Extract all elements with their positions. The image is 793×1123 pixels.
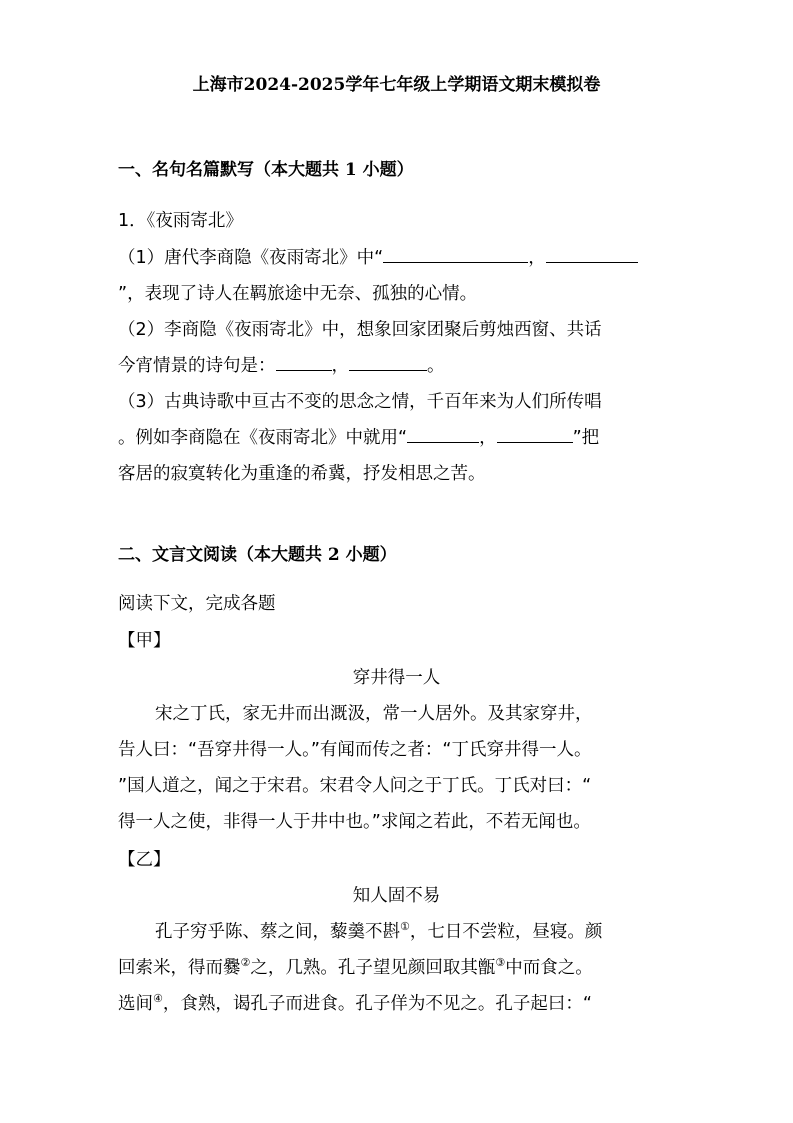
page-title: 上海市2024-2025学年七年级上学期语文期末模拟卷 <box>192 75 601 95</box>
answer-blank[interactable] <box>349 356 427 371</box>
text: 回索米，得而爨 <box>118 958 241 978</box>
yi-line-1 <box>155 918 602 943</box>
answer-blank[interactable] <box>407 428 479 443</box>
subquestion-3-cont <box>118 424 599 449</box>
subquestion-2-cont <box>118 352 445 377</box>
text: 中而食之。 <box>505 958 593 978</box>
answer-blank[interactable] <box>546 248 638 263</box>
footnote-marker: ① <box>400 920 410 934</box>
text: 选间 <box>118 994 153 1014</box>
jia-line-4: 得一人之使，非得一人于井中也。”求闻之若此，不若无闻也。 <box>118 812 591 832</box>
text: 。 <box>427 356 445 376</box>
jia-line-1: 宋之丁氏，家无井而出溉汲，常一人居外。及其家穿井， <box>155 704 593 724</box>
text: 之，几熟。孔子望见颜回取其甑 <box>250 958 496 978</box>
footnote-marker: ③ <box>495 956 506 970</box>
text: （1）唐代李商隐《夜雨寄北》中“ <box>118 248 384 268</box>
text: ，食熟，谒孔子而进食。孔子佯为不见之。孔子起曰：“ <box>162 994 592 1014</box>
text: ， <box>528 248 546 268</box>
answer-blank[interactable] <box>497 428 573 443</box>
text: ，七日不尝粒，昼寝。颜 <box>409 922 603 942</box>
subquestion-3-end: 客居的寂寞转化为重逢的希冀，抒发相思之苦。 <box>118 464 486 484</box>
yi-line-2 <box>118 954 593 979</box>
text: 孔子穷乎陈、蔡之间，藜羹不斟 <box>155 922 400 942</box>
text: 。例如李商隐在《夜雨寄北》中就用“ <box>118 428 408 448</box>
title-yi: 知人固不易 <box>352 886 441 906</box>
section-heading-2: 二、文言文阅读（本大题共 2 小题） <box>118 545 397 565</box>
subquestion-2: （2）李商隐《夜雨寄北》中，想象回家团聚后剪烛西窗、共话 <box>118 320 602 340</box>
text: ， <box>331 356 349 376</box>
label-jia: 【甲】 <box>118 631 171 651</box>
answer-blank[interactable] <box>383 248 528 263</box>
jia-line-3: ”国人道之，闻之于宋君。宋君令人问之于丁氏。丁氏对曰：“ <box>118 776 592 796</box>
subquestion-1-cont: ”，表现了诗人在羁旅途中无奈、孤独的心情。 <box>118 284 478 304</box>
subquestion-3: （3）古典诗歌中亘古不变的思念之情，千百年来为人们所传唱 <box>118 392 602 412</box>
yi-line-3 <box>118 990 592 1015</box>
title-jia: 穿井得一人 <box>352 668 441 688</box>
section-heading-1: 一、名句名篇默写（本大题共 1 小题） <box>118 160 414 180</box>
text: ， <box>479 428 497 448</box>
label-yi: 【乙】 <box>118 850 171 870</box>
instruction: 阅读下文，完成各题 <box>118 594 276 614</box>
answer-blank[interactable] <box>276 356 332 371</box>
subquestion-1 <box>118 244 638 269</box>
text: ”把 <box>572 428 600 448</box>
footnote-marker: ④ <box>153 992 163 1006</box>
text: 今宵情景的诗句是： <box>118 356 276 376</box>
jia-line-2: 告人曰：“吾穿井得一人。”有闻而传之者：“丁氏穿井得一人。 <box>118 740 592 760</box>
question-number: 1．《夜雨寄北》 <box>118 211 243 231</box>
footnote-marker: ② <box>240 956 251 970</box>
